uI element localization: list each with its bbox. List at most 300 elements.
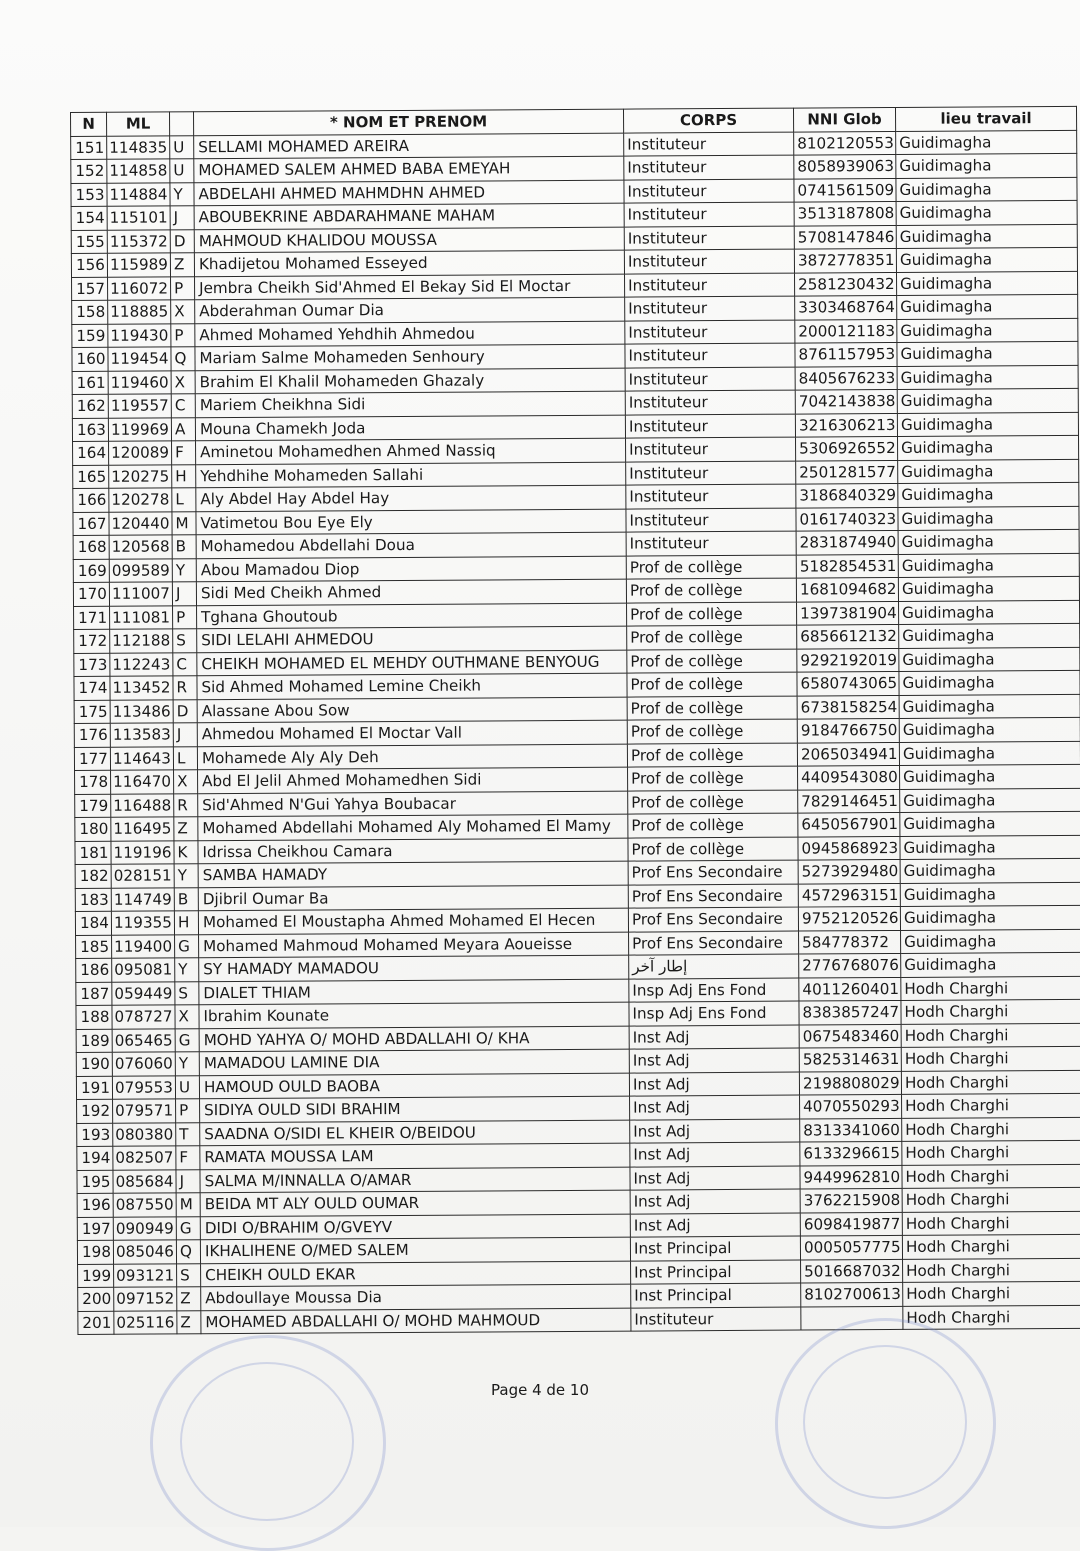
cell-n: 186	[76, 958, 112, 982]
cell-nni: 6738158254	[797, 695, 899, 719]
cell-ml: 090949	[113, 1216, 176, 1240]
cell-nni: 8102120553	[794, 131, 896, 155]
cell-n: 187	[76, 982, 112, 1006]
cell-n: 154	[71, 206, 107, 230]
official-stamp-right-inner-ring	[803, 1345, 967, 1499]
cell-nni: 1397381904	[797, 601, 899, 625]
cell-letter: P	[176, 1099, 200, 1123]
cell-corps: Instituteur	[624, 249, 794, 274]
cell-nni: 0741561509	[794, 178, 896, 202]
cell-nom: Brahim El Khalil Mohameden Ghazaly	[195, 368, 625, 394]
cell-letter: C	[173, 652, 197, 676]
cell-nom: MOHAMED SALEM AHMED BABA EMEYAH	[194, 156, 624, 182]
cell-corps: Instituteur	[626, 461, 796, 486]
cell-n: 194	[77, 1146, 113, 1170]
cell-letter: S	[177, 1263, 201, 1287]
cell-n: 170	[73, 582, 109, 606]
cell-nni: 8313341060	[800, 1118, 902, 1142]
cell-ml: 116488	[111, 793, 174, 817]
cell-corps: Instituteur	[625, 296, 795, 321]
cell-corps: Inst Adj	[629, 1072, 799, 1097]
cell-n: 181	[75, 841, 111, 865]
cell-lieu: Guidimagha	[899, 694, 1080, 719]
cell-nom: Mohamede Aly Aly Deh	[197, 744, 627, 770]
cell-lieu: Guidimagha	[899, 741, 1080, 766]
cell-corps: Inst Adj	[629, 1025, 799, 1050]
cell-letter: Y	[170, 182, 194, 206]
cell-nni: 9752120526	[798, 906, 900, 930]
cell-lieu: Guidimagha	[898, 459, 1079, 484]
cell-nni: 5306926552	[795, 436, 897, 460]
cell-n: 177	[74, 747, 110, 771]
cell-letter: C	[171, 394, 195, 418]
cell-ml: 115372	[107, 229, 170, 253]
cell-n: 174	[74, 676, 110, 700]
cell-letter: Z	[177, 1287, 201, 1311]
cell-n: 193	[77, 1123, 113, 1147]
cell-nom: Aly Abdel Hay Abdel Hay	[196, 485, 626, 511]
cell-n: 175	[74, 700, 110, 724]
cell-nom: Mouna Chamekh Joda	[195, 415, 625, 441]
cell-ml: 120568	[109, 535, 172, 559]
cell-n: 178	[75, 770, 111, 794]
cell-lieu: Hodh Charghi	[903, 1258, 1080, 1283]
cell-nom: CHEIKH MOHAMED EL MEHDY OUTHMANE BENYOUG	[197, 650, 627, 676]
cell-letter: K	[174, 840, 198, 864]
cell-nom: Tghana Ghoutoub	[197, 603, 627, 629]
cell-letter: Y	[172, 558, 196, 582]
cell-nni: 2776768076	[799, 953, 901, 977]
cell-nom: SALMA M/INNALLA O/AMAR	[200, 1167, 630, 1193]
cell-ml: 119355	[111, 911, 174, 935]
cell-nni: 4070550293	[800, 1094, 902, 1118]
cell-nom: Abderahman Oumar Dia	[195, 297, 625, 323]
cell-letter: G	[175, 934, 199, 958]
cell-lieu: Guidimagha	[897, 341, 1078, 366]
cell-lieu: Guidimagha	[896, 130, 1077, 155]
cell-corps: Prof de collège	[628, 766, 798, 791]
cell-corps: Inst Adj	[630, 1189, 800, 1214]
cell-nni: 2065034941	[797, 742, 899, 766]
cell-ml: 095081	[112, 958, 175, 982]
cell-nom: SIDIYA OULD SIDI BRAHIM	[200, 1096, 630, 1122]
cell-n: 201	[78, 1311, 114, 1335]
cell-lieu: Guidimagha	[897, 365, 1078, 390]
cell-ml: 119454	[108, 347, 171, 371]
cell-lieu: Guidimagha	[898, 576, 1079, 601]
cell-n: 189	[76, 1029, 112, 1053]
cell-lieu: Guidimagha	[896, 177, 1077, 202]
cell-ml: 087550	[113, 1193, 176, 1217]
cell-nom: Abou Mamadou Diop	[196, 556, 626, 582]
cell-nom: Ahmedou Mohamed El Moctar Vall	[197, 720, 627, 746]
cell-lieu: Guidimagha	[900, 858, 1080, 883]
cell-nni: 2000121183	[795, 319, 897, 343]
cell-letter: G	[176, 1216, 200, 1240]
cell-lieu: Guidimagha	[899, 670, 1080, 695]
cell-n: 168	[73, 535, 109, 559]
cell-ml: 112243	[110, 652, 173, 676]
cell-corps: Insp Adj Ens Fond	[629, 978, 799, 1003]
cell-nni: 4011260401	[799, 977, 901, 1001]
cell-lieu: Hodh Charghi	[902, 1211, 1080, 1236]
cell-nni: 1681094682	[796, 577, 898, 601]
cell-nni: 4409543080	[798, 765, 900, 789]
cell-lieu: Guidimagha	[897, 435, 1078, 460]
cell-nni: 2198808029	[799, 1071, 901, 1095]
cell-n: 173	[74, 653, 110, 677]
cell-nom: SELLAMI MOHAMED AREIRA	[194, 133, 624, 159]
cell-corps: Prof Ens Secondaire	[628, 907, 798, 932]
cell-ml: 113452	[110, 676, 173, 700]
cell-lieu: Hodh Charghi	[902, 1234, 1080, 1259]
cell-lieu: Guidimagha	[901, 952, 1080, 977]
cell-nni: 0005057775	[800, 1235, 902, 1259]
cell-corps: Instituteur	[624, 202, 794, 227]
cell-ml: 093121	[114, 1263, 177, 1287]
cell-letter: P	[171, 276, 195, 300]
cell-letter: Y	[175, 958, 199, 982]
header-ml: ML	[107, 112, 170, 136]
cell-ml: 112188	[110, 629, 173, 653]
cell-nom: ABOUBEKRINE ABDARAHMANE MAHAM	[194, 203, 624, 229]
cell-nni: 2831874940	[796, 530, 898, 554]
cell-ml: 116495	[111, 817, 174, 841]
cell-corps: Inst Adj	[629, 1048, 799, 1073]
header-nom: * NOM ET PRENOM	[194, 109, 624, 135]
cell-corps: Prof de collège	[627, 696, 797, 721]
cell-letter: F	[172, 441, 196, 465]
cell-lieu: Hodh Charghi	[901, 1070, 1080, 1095]
header-n: N	[71, 112, 107, 136]
cell-n: 156	[71, 253, 107, 277]
cell-corps: Inst Adj	[630, 1166, 800, 1191]
cell-n: 159	[72, 324, 108, 348]
cell-corps: Inst Adj	[630, 1213, 800, 1238]
cell-nni: 8405676233	[795, 366, 897, 390]
cell-nni: 2581230432	[794, 272, 896, 296]
header-corps: CORPS	[623, 108, 793, 133]
cell-lieu: Guidimagha	[898, 529, 1079, 554]
cell-ml: 080380	[113, 1122, 176, 1146]
cell-ml: 085046	[113, 1240, 176, 1264]
cell-lieu: Guidimagha	[897, 412, 1078, 437]
cell-ml: 119460	[108, 370, 171, 394]
table-body	[71, 130, 1080, 1335]
cell-nom: HAMOUD OULD BAOBA	[199, 1073, 629, 1099]
cell-nni: 3216306213	[795, 413, 897, 437]
cell-nni: 3872778351	[794, 248, 896, 272]
cell-nom: RAMATA MOUSSA LAM	[200, 1143, 630, 1169]
cell-corps: Inst Principal	[631, 1283, 801, 1308]
cell-nni: 0945868923	[798, 836, 900, 860]
cell-ml: 114858	[107, 159, 170, 183]
cell-nom: Mohamed El Moustapha Ahmed Mohamed El Hecen	[198, 908, 628, 934]
cell-ml: 076060	[112, 1052, 175, 1076]
cell-nni: 5708147846	[794, 225, 896, 249]
header-letter	[170, 112, 194, 136]
cell-lieu: Guidimagha	[899, 717, 1080, 742]
cell-nom: DIALET THIAM	[199, 979, 629, 1005]
cell-lieu: Guidimagha	[896, 247, 1077, 272]
cell-letter: M	[172, 511, 196, 535]
cell-lieu: Hodh Charghi	[902, 1187, 1080, 1212]
cell-ml: 099589	[109, 558, 172, 582]
cell-n: 179	[75, 794, 111, 818]
cell-n: 169	[73, 559, 109, 583]
cell-nom: IKHALIHENE O/MED SALEM	[200, 1237, 630, 1263]
cell-n: 164	[73, 441, 109, 465]
cell-n: 183	[75, 888, 111, 912]
cell-lieu: Guidimagha	[897, 388, 1078, 413]
cell-nom: MAHMOUD KHALIDOU MOUSSA	[194, 227, 624, 253]
cell-ml: 119969	[108, 417, 171, 441]
cell-nni: 9449962810	[800, 1165, 902, 1189]
cell-corps: Prof Ens Secondaire	[628, 860, 798, 885]
cell-n: 191	[76, 1076, 112, 1100]
cell-lieu: Hodh Charghi	[902, 1140, 1080, 1165]
cell-ml: 118885	[108, 300, 171, 324]
cell-corps: Instituteur	[624, 273, 794, 298]
cell-lieu: Guidimagha	[898, 506, 1079, 531]
cell-lieu: Hodh Charghi	[901, 1023, 1080, 1048]
cell-letter: P	[171, 323, 195, 347]
cell-nom: Ahmed Mohamed Yehdhih Ahmedou	[195, 321, 625, 347]
cell-n: 190	[76, 1052, 112, 1076]
cell-letter: B	[174, 887, 198, 911]
cell-letter: U	[170, 135, 194, 159]
cell-ml: 119196	[111, 840, 174, 864]
cell-n: 162	[72, 394, 108, 418]
cell-nni: 584778372	[799, 930, 901, 954]
cell-ml: 025116	[114, 1310, 177, 1334]
cell-n: 155	[71, 230, 107, 254]
cell-lieu: Guidimagha	[897, 318, 1078, 343]
cell-letter: X	[171, 370, 195, 394]
cell-letter: Y	[174, 864, 198, 888]
cell-n: 151	[71, 136, 107, 160]
cell-corps: Instituteur	[625, 390, 795, 415]
cell-corps: Prof Ens Secondaire	[628, 884, 798, 909]
cell-nom: Mohamed Mahmoud Mohamed Meyara Aoueisse	[199, 932, 629, 958]
cell-letter: X	[174, 770, 198, 794]
cell-corps: Instituteur	[624, 155, 794, 180]
cell-letter: J	[176, 1169, 200, 1193]
cell-n: 166	[73, 488, 109, 512]
cell-lieu: Guidimagha	[900, 788, 1080, 813]
cell-n: 171	[74, 606, 110, 630]
cell-nom: Mohamedou Abdellahi Doua	[196, 532, 626, 558]
cell-n: 195	[77, 1170, 113, 1194]
cell-nom: MOHD YAHYA O/ MOHD ABDALLAHI O/ KHA	[199, 1026, 629, 1052]
cell-corps: Instituteur	[625, 343, 795, 368]
cell-ml: 114835	[107, 135, 170, 159]
cell-nni: 8102700613	[801, 1282, 903, 1306]
cell-lieu: Hodh Charghi	[902, 1117, 1080, 1142]
cell-nni: 8383857247	[799, 1000, 901, 1024]
cell-nom: Khadijetou Mohamed Esseyed	[194, 250, 624, 276]
cell-nni: 2501281577	[796, 460, 898, 484]
cell-ml: 059449	[112, 981, 175, 1005]
cell-ml: 119557	[108, 394, 171, 418]
cell-nni: 7829146451	[798, 789, 900, 813]
cell-letter: U	[170, 159, 194, 183]
cell-corps: Prof Ens Secondaire	[629, 931, 799, 956]
cell-ml: 115989	[107, 253, 170, 277]
cell-corps: Insp Adj Ens Fond	[629, 1001, 799, 1026]
cell-ml: 097152	[114, 1287, 177, 1311]
cell-nom: Jembra Cheikh Sid'Ahmed El Bekay Sid El Moctar	[195, 274, 625, 300]
cell-n: 198	[77, 1240, 113, 1264]
cell-letter: D	[173, 699, 197, 723]
cell-n: 176	[74, 723, 110, 747]
cell-nom: SY HAMADY MAMADOU	[199, 955, 629, 981]
cell-nni: 6098419877	[800, 1212, 902, 1236]
cell-nni: 0161740323	[796, 507, 898, 531]
cell-corps: Instituteur	[626, 508, 796, 533]
cell-corps: Instituteur	[626, 437, 796, 462]
cell-ml: 079571	[113, 1099, 176, 1123]
cell-lieu: Hodh Charghi	[903, 1305, 1080, 1330]
cell-nni: 4572963151	[798, 883, 900, 907]
personnel-table	[70, 106, 1080, 1335]
cell-corps: Inst Principal	[630, 1236, 800, 1261]
cell-n: 184	[75, 911, 111, 935]
cell-lieu: Guidimagha	[898, 482, 1079, 507]
cell-letter: P	[173, 605, 197, 629]
cell-n: 192	[77, 1099, 113, 1123]
cell-n: 199	[78, 1264, 114, 1288]
cell-lieu: Guidimagha	[897, 294, 1078, 319]
cell-ml: 114749	[111, 887, 174, 911]
personnel-table-container	[70, 106, 1080, 1335]
cell-ml: 119400	[112, 934, 175, 958]
cell-ml: 028151	[111, 864, 174, 888]
header-nni: NNI Glob	[793, 107, 895, 131]
cell-nni: 5273929480	[798, 859, 900, 883]
cell-letter: L	[172, 488, 196, 512]
cell-letter: U	[175, 1075, 199, 1099]
cell-letter: Z	[177, 1310, 201, 1334]
cell-n: 152	[71, 159, 107, 183]
cell-nom: Mariam Salme Mohameden Senhoury	[195, 344, 625, 370]
cell-nom: Djibril Oumar Ba	[198, 885, 628, 911]
cell-letter: Q	[176, 1240, 200, 1264]
cell-corps: Instituteur	[626, 531, 796, 556]
cell-lieu: Guidimagha	[901, 929, 1080, 954]
cell-letter: S	[175, 981, 199, 1005]
cell-ml: 116072	[108, 276, 171, 300]
cell-letter: T	[176, 1122, 200, 1146]
cell-nni: 9184766750	[797, 718, 899, 742]
cell-letter: J	[173, 723, 197, 747]
cell-nni: 7042143838	[795, 389, 897, 413]
cell-nom: MAMADOU LAMINE DIA	[199, 1049, 629, 1075]
cell-corps: Instituteur	[625, 414, 795, 439]
cell-corps: Instituteur	[624, 179, 794, 204]
cell-lieu: Hodh Charghi	[903, 1281, 1080, 1306]
cell-letter: Z	[174, 817, 198, 841]
cell-lieu: Guidimagha	[900, 764, 1080, 789]
cell-letter: M	[176, 1193, 200, 1217]
cell-corps: Inst Adj	[630, 1119, 800, 1144]
cell-nom: Sidi Med Cheikh Ahmed	[196, 579, 626, 605]
cell-n: 160	[72, 347, 108, 371]
cell-corps: Prof de collège	[627, 649, 797, 674]
cell-n: 165	[73, 465, 109, 489]
cell-ml: 113486	[110, 699, 173, 723]
cell-letter: R	[174, 793, 198, 817]
cell-ml: 111007	[109, 582, 172, 606]
cell-lieu: Guidimagha	[898, 553, 1079, 578]
cell-nni: 3186840329	[796, 483, 898, 507]
cell-lieu: Hodh Charghi	[901, 999, 1080, 1024]
cell-lieu: Guidimagha	[896, 200, 1077, 225]
cell-n: 157	[72, 277, 108, 301]
cell-corps: Prof de collège	[627, 602, 797, 627]
cell-n: 172	[74, 629, 110, 653]
cell-corps: Prof de collège	[627, 672, 797, 697]
cell-nom: Sid'Ahmed N'Gui Yahya Boubacar	[198, 791, 628, 817]
cell-ml: 120275	[109, 464, 172, 488]
cell-lieu: Hodh Charghi	[901, 1046, 1080, 1071]
cell-nni: 8058939063	[794, 154, 896, 178]
cell-nom: SIDI LELAHI AHMEDOU	[197, 626, 627, 652]
cell-letter: J	[172, 582, 196, 606]
cell-nni: 6450567901	[798, 812, 900, 836]
cell-nni: 5825314631	[799, 1047, 901, 1071]
cell-lieu: Guidimagha	[900, 835, 1080, 860]
cell-ml: 111081	[110, 605, 173, 629]
cell-letter: A	[171, 417, 195, 441]
cell-ml: 065465	[112, 1028, 175, 1052]
page-number: Page 4 de 10	[491, 1381, 589, 1399]
cell-nom: Mohamed Abdellahi Mohamed Aly Mohamed El Mamy	[198, 814, 628, 840]
cell-letter: G	[175, 1028, 199, 1052]
cell-nom: ABDELAHI AHMED MAHMDHN AHMED	[194, 180, 624, 206]
cell-nom: Abd El Jelil Ahmed Mohamedhen Sidi	[198, 767, 628, 793]
cell-nom: Ibrahim Kounate	[199, 1002, 629, 1028]
cell-nni: 8761157953	[795, 342, 897, 366]
cell-lieu: Guidimagha	[900, 882, 1080, 907]
cell-n: 197	[77, 1217, 113, 1241]
header-lieu: lieu travail	[895, 106, 1076, 131]
cell-corps: Prof de collège	[628, 790, 798, 815]
cell-corps: Prof de collège	[626, 555, 796, 580]
cell-corps: Instituteur	[631, 1307, 801, 1332]
cell-nom: Idrissa Cheikhou Camara	[198, 838, 628, 864]
cell-letter: J	[170, 206, 194, 230]
cell-ml: 085684	[113, 1169, 176, 1193]
cell-ml: 115101	[107, 206, 170, 230]
cell-lieu: Guidimagha	[900, 811, 1080, 836]
cell-nom: Alassane Abou Sow	[197, 697, 627, 723]
cell-letter: S	[173, 629, 197, 653]
cell-letter: R	[173, 676, 197, 700]
cell-corps: Inst Principal	[631, 1260, 801, 1285]
cell-corps: إطار آخر	[629, 954, 799, 979]
cell-nni: 3513187808	[794, 201, 896, 225]
cell-corps: Inst Adj	[630, 1142, 800, 1167]
cell-nom: Abdoullaye Moussa Dia	[201, 1284, 631, 1310]
cell-lieu: Guidimagha	[896, 271, 1077, 296]
cell-corps: Instituteur	[626, 484, 796, 509]
cell-n: 158	[72, 300, 108, 324]
cell-lieu: Guidimagha	[899, 600, 1080, 625]
cell-corps: Prof de collège	[626, 578, 796, 603]
cell-letter: D	[170, 229, 194, 253]
cell-letter: F	[176, 1146, 200, 1170]
